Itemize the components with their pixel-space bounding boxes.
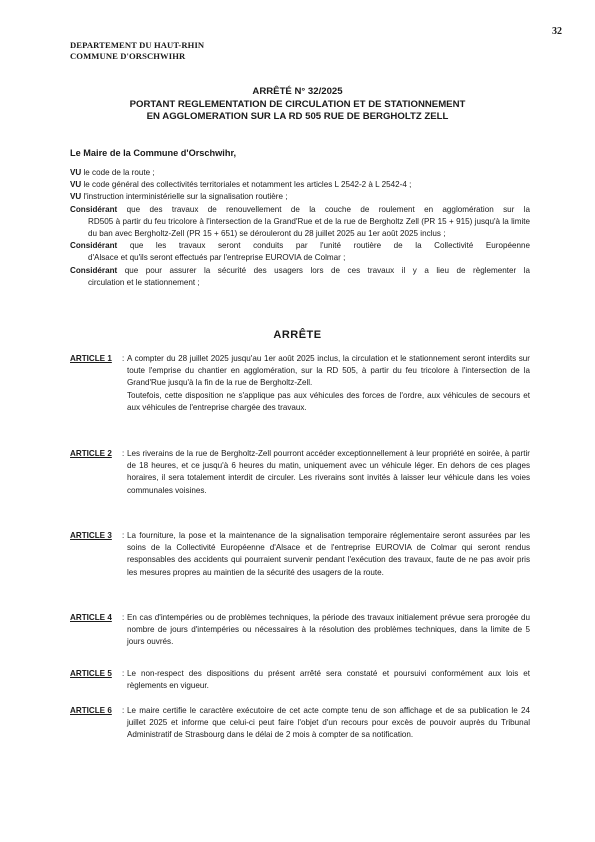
title-location: EN AGGLOMERATION SUR LA RD 505 RUE DE BERGHOLTZ ZELL bbox=[146, 111, 449, 122]
article-6: ARTICLE 6 : Le maire certifie le caractère exécutoire de cet acte compte tenu de son affichage et de sa publication le 24 juillet 2025 et informe que celui-ci peut faire l'objet d'un recours pour excès de pouvoir auprès du Tribunal Administratif de Strasbourg dans le délai de 2 mois à compter de sa notification. bbox=[70, 705, 530, 742]
article-3: ARTICLE 3 : La fourniture, la pose et la maintenance de la signalisation temporaire réglementaire seront assurées par les soins de la Collectivité Européenne d'Alsace et de l'entreprise EUROVIA de Colmar qui seront rendus responsables des accidents qui pourraient survenir pendant l'exécution des travaux, faute de ne pas avoir pris les mesures propres au maintien de la sécurité des usagers de la route. bbox=[70, 530, 530, 579]
arrete-heading: ARRÊTE bbox=[273, 329, 322, 341]
article-text: Toutefois, cette disposition ne s'applique pas aux véhicules des forces de l'ordre, aux véhicules de secours et aux véhicules de l'entreprise chargée des travaux. bbox=[127, 390, 530, 412]
visa-item: VU le code général des collectivités territoriales et notamment les articles L 2542-2 à L 2542-4 ; bbox=[70, 180, 412, 190]
article-text: Les riverains de la rue de Bergholtz-Zell pourront accéder exceptionnellement à leur propriété en soirée, à partir de 18 heures, et ce jusqu'à 6 heures du matin, uniquement avec un véhicule léger. En dehors de ces plages horaires, il sera totalement interdit de circuler. Les riverains sont invités à laisser leur véhicule dans les voies communales voisines. bbox=[127, 449, 530, 495]
page-number: 32 bbox=[552, 26, 562, 37]
commune-name: COMMUNE D'ORSCHWIHR bbox=[70, 51, 186, 61]
title-subject: PORTANT REGLEMENTATION DE CIRCULATION ET DE STATIONNEMENT bbox=[129, 98, 466, 110]
visa-continuation: circulation et le stationnement ; bbox=[88, 277, 200, 287]
document-header bbox=[70, 40, 204, 62]
article-4: ARTICLE 4 : En cas d'intempéries ou de problèmes techniques, la période des travaux initialement prévue sera prorogée du nombre de jours d'intempéries ou nécessaires à la résolution des problèmes techniques, dans la limite de 5 jours ouvrés. bbox=[70, 612, 530, 649]
article-label: ARTICLE 5 bbox=[70, 669, 112, 678]
article-text: Le non-respect des dispositions du présent arrêté sera constaté et poursuivi conformément aux lois et règlements en vigueur. bbox=[127, 669, 530, 691]
visa-item: VU l'instruction interministérielle sur la signalisation routière ; bbox=[70, 192, 288, 202]
visa-item: Considérant que les travaux seront conduits par l'unité routière de la Collectivité Européenne bbox=[70, 241, 530, 251]
visa-item: VU le code de la route ; bbox=[70, 168, 155, 177]
article-text: A compter du 28 juillet 2025 jusqu'au 1er août 2025 inclus, la circulation et le stationnement seront interdits sur toute l'emprise du chantier en agglomération, sur la RD 505, à partir du feu tricolore à l'intersection de la Grand'Rue jusqu'à la fin de la rue de Bergholtz-Zell. bbox=[127, 354, 530, 388]
article-text: En cas d'intempéries ou de problèmes techniques, la période des travaux initialement prévue sera prorogée du nombre de jours d'intempéries ou nécessaires à la résolution des problèmes techniques, dans la limite de 5 jours ouvrés. bbox=[127, 613, 530, 647]
visa-item: Considérant que pour assurer la sécurité des usagers lors de ces travaux il y a lieu de règlementer la bbox=[70, 265, 530, 275]
article-text: La fourniture, la pose et la maintenance de la signalisation temporaire réglementaire seront assurées par les soins de la Collectivité Européenne d'Alsace et de l'entreprise EUROVIA de Colmar qui seront rendus responsables des accidents qui pourraient survenir pendant l'exécution des travaux, faute de ne pas avoir pris les mesures propres au maintien de la sécurité des usagers de la route. bbox=[127, 531, 530, 577]
visa-item: Considérant que des travaux de renouvellement de la couche de roulement en agglomération sur la bbox=[70, 204, 530, 214]
article-text: Le maire certifie le caractère exécutoire de cet acte compte tenu de son affichage et de sa publication le 24 juillet 2025 et informe que celui-ci peut faire l'objet d'un recours pour excès de pouvoir auprès du Tribunal Administratif de Strasbourg dans le délai de 2 mois à compter de sa notification. bbox=[127, 706, 530, 740]
article-label: ARTICLE 3 bbox=[70, 531, 112, 540]
document-title bbox=[60, 86, 535, 124]
article-2: ARTICLE 2 : Les riverains de la rue de Bergholtz-Zell pourront accéder exceptionnellement à leur propriété en soirée, à partir de 18 heures, et ce jusqu'à 6 heures du matin, uniquement avec un véhicule léger. En dehors de ces plages horaires, il sera totalement interdit de circuler. Les riverains sont invités à laisser leur véhicule dans les voies communales voisines. bbox=[70, 448, 530, 497]
article-label: ARTICLE 2 bbox=[70, 449, 112, 458]
article-label: ARTICLE 1 bbox=[70, 354, 112, 363]
visa-continuation: d'Alsace et qu'ils seront effectués par l'entreprise EUROVIA de Colmar ; bbox=[88, 253, 346, 263]
article-label: ARTICLE 4 bbox=[70, 613, 112, 622]
article-1: ARTICLE 1 : A compter du 28 juillet 2025 jusqu'au 1er août 2025 inclus, la circulation et le stationnement seront interdits sur toute l'emprise du chantier en agglomération, sur la RD 505, à partir du feu tricolore à l'intersection de la Grand'Rue jusqu'à la fin de la rue de Bergholtz-Zell. Toutefois, cette disposition ne s'applique pas aux véhicules des forces de l'ordre, aux véhicules de secours et aux véhicules de l'entreprise chargée des travaux. bbox=[70, 353, 530, 414]
mayor-line: Le Maire de la Commune d'Orschwihr, bbox=[70, 148, 237, 158]
article-5: ARTICLE 5 : Le non-respect des dispositions du présent arrêté sera constaté et poursuivi conformément aux lois et règlements en vigueur. bbox=[70, 668, 530, 692]
visas-section bbox=[70, 167, 530, 289]
article-label: ARTICLE 6 bbox=[70, 706, 112, 715]
arrete-number: ARRÊTÉ N° 32/2025 bbox=[252, 86, 343, 97]
department-name: DEPARTEMENT DU HAUT-RHIN bbox=[70, 40, 205, 50]
visa-continuation: RD505 à partir du feu tricolore à l'intersection de la Grand'Rue et de la rue de Bergholtz Zell (PR 15 + 915) jusqu'à la limite du ban avec Bergholtz-Zell (PR 15 + 651) se dérouleront du 28 juillet 2025 au 1er août 2025 inclus ; bbox=[88, 216, 530, 239]
